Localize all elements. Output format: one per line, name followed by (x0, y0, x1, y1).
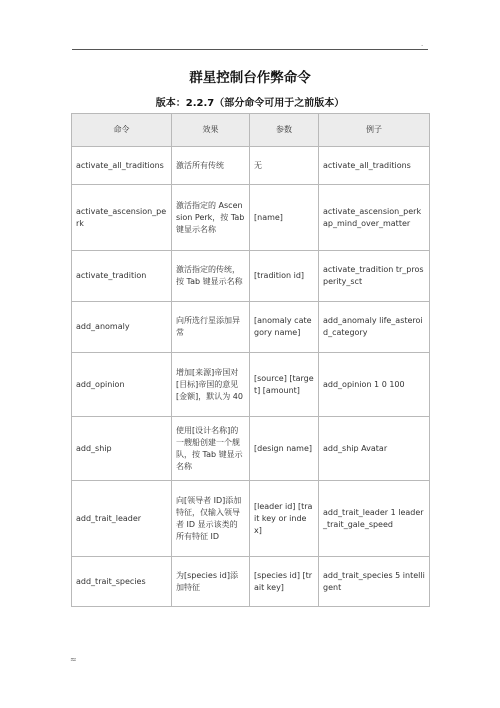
table-row (72, 147, 430, 185)
cell-params: [anomaly category name] (250, 302, 319, 353)
table-row (72, 185, 430, 251)
table-row (72, 417, 430, 481)
cell-params: [species id] [trait key] (250, 557, 319, 607)
cell-command: activate_ascension_perk (72, 185, 172, 251)
cell-command: add_anomaly (72, 302, 172, 353)
table-row (72, 481, 430, 557)
table-row (72, 251, 430, 302)
cell-params: [tradition id] (250, 251, 319, 302)
table-row (72, 353, 430, 417)
cell-example: activate_ascension_perk ap_mind_over_matter (319, 185, 430, 251)
cell-command: add_ship (72, 417, 172, 481)
cell-params: [name] (250, 185, 319, 251)
cell-example: activate_tradition tr_prosperity_sct (319, 251, 430, 302)
command-table (71, 113, 430, 607)
column-header-command: 命令 (72, 114, 172, 147)
cell-example: add_opinion 1 0 100 (319, 353, 430, 417)
cell-params: [source] [target] [amount] (250, 353, 319, 417)
cell-params: [design name] (250, 417, 319, 481)
cell-command: add_opinion (72, 353, 172, 417)
cell-effect: 向[领导者 ID]添加特征，仅输入领导者 ID 显示该类的所有特征 ID (172, 481, 250, 557)
cell-example: activate_all_traditions (319, 147, 430, 185)
cell-example: add_trait_species 5 intelligent (319, 557, 430, 607)
cell-params: [leader id] [trait key or index] (250, 481, 319, 557)
column-header-example: 例子 (319, 114, 430, 147)
cell-effect: 使用[设计名称]的一艘船创建一个舰队，按 Tab 键显示名称 (172, 417, 250, 481)
footer-mark: ≈ (70, 655, 77, 664)
column-header-effect: 效果 (172, 114, 250, 147)
cell-effect: 增加[来源]帝国对[目标]帝国的意见[金额]，默认为 40 (172, 353, 250, 417)
table-row (72, 557, 430, 607)
document-title: 群星控制台作弊命令 (189, 70, 311, 86)
cell-command: activate_tradition (72, 251, 172, 302)
cell-example: add_anomaly life_asteroid_category (319, 302, 430, 353)
header-dot: . (421, 40, 424, 48)
table-header-row (72, 114, 430, 147)
table-row (72, 302, 430, 353)
cell-effect: 激活指定的传统，按 Tab 键显示名称 (172, 251, 250, 302)
cell-effect: 激活所有传统 (172, 147, 250, 185)
cell-command: add_trait_species (72, 557, 172, 607)
cell-params: 无 (250, 147, 319, 185)
cell-command: activate_all_traditions (72, 147, 172, 185)
document-subtitle: 版本：2.2.7（部分命令可用于之前版本） (155, 98, 345, 109)
header-rule (72, 49, 428, 50)
cell-effect: 向所选行星添加异常 (172, 302, 250, 353)
cell-effect: 激活指定的 Ascension Perk，按 Tab 键显示名称 (172, 185, 250, 251)
cell-command: add_trait_leader (72, 481, 172, 557)
cell-example: add_trait_leader 1 leader_trait_gale_speed (319, 481, 430, 557)
cell-example: add_ship Avatar (319, 417, 430, 481)
column-header-params: 参数 (250, 114, 319, 147)
cell-effect: 为[species id]添加特征 (172, 557, 250, 607)
